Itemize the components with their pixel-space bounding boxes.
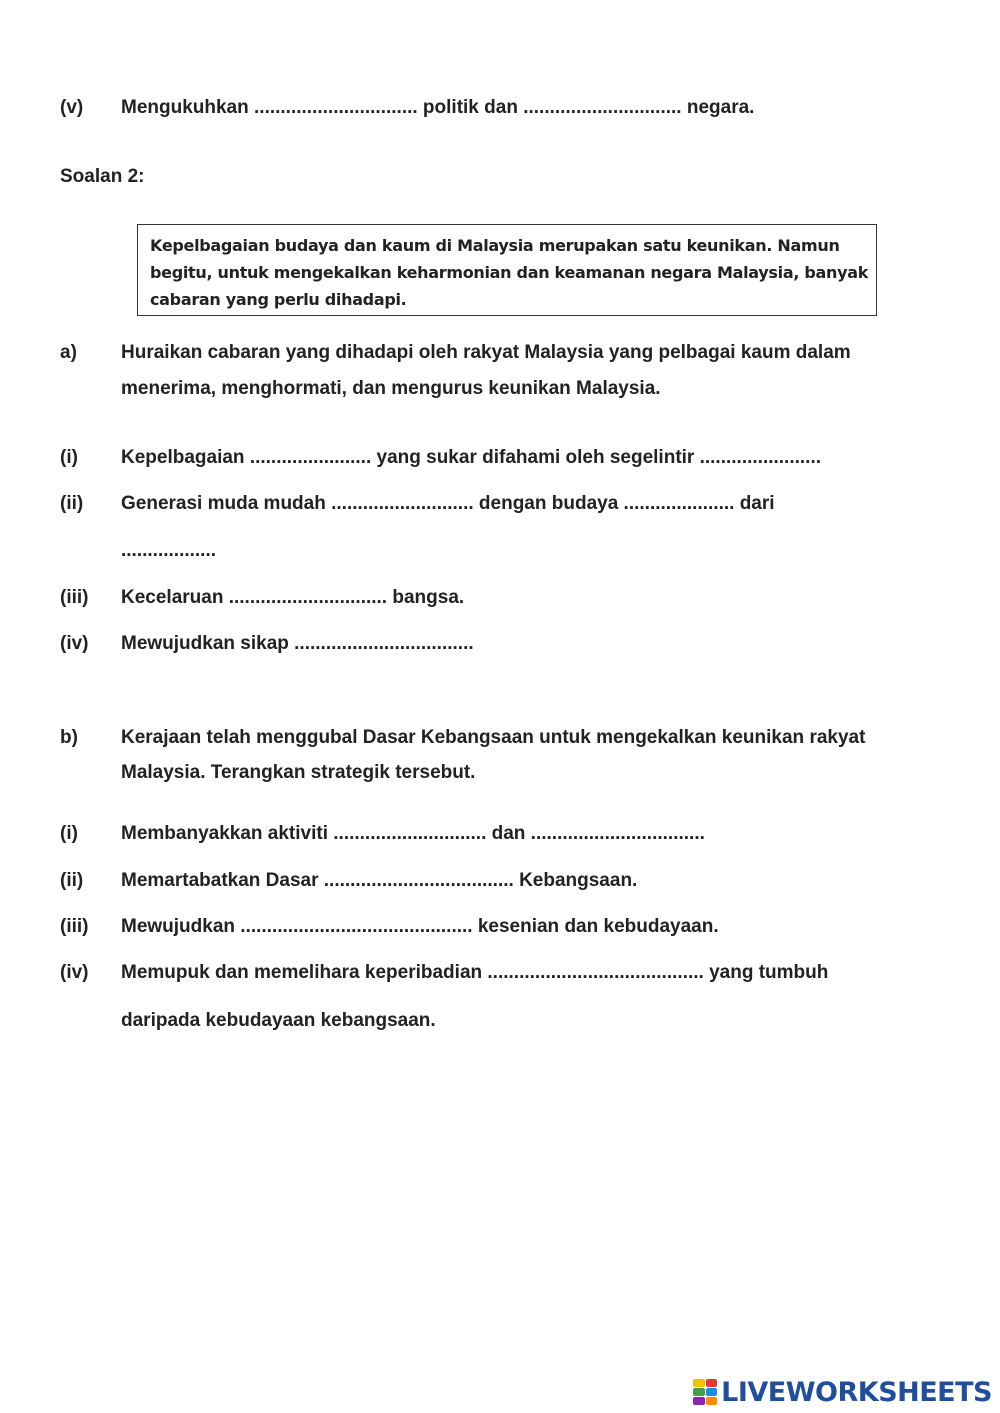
- item-number: (ii): [60, 870, 84, 891]
- context-line: cabaran yang perlu dihadapi.: [150, 290, 407, 309]
- logo-mark-square: [693, 1388, 705, 1396]
- question-text: menerima, menghormati, dan mengurus keunikan Malaysia.: [121, 378, 661, 399]
- item-text: Kepelbagaian ....................... yang sukar difahami oleh segelintir .......................: [121, 447, 822, 468]
- item-number: (ii): [60, 493, 84, 514]
- question-text: Malaysia. Terangkan strategik tersebut.: [121, 762, 476, 783]
- logo-text: LIVEWORKSHEETS: [721, 1376, 992, 1408]
- logo-mark-square: [693, 1379, 705, 1387]
- item-number: (i): [60, 823, 78, 844]
- context-line: begitu, untuk mengekalkan keharmonian dan keamanan negara Malaysia, banyak: [150, 263, 869, 282]
- liveworksheets-logo[interactable]: [693, 1377, 992, 1407]
- context-line: Kepelbagaian budaya dan kaum di Malaysia merupakan satu keunikan. Namun: [150, 236, 840, 255]
- question-text: Kerajaan telah menggubal Dasar Kebangsaan untuk mengekalkan keunikan rakyat: [121, 727, 866, 748]
- item-number: (iii): [60, 916, 89, 937]
- item-number: (i): [60, 447, 78, 468]
- item-text: Generasi muda mudah ........................... dengan budaya ..................... dari: [121, 493, 775, 514]
- item-number: (iii): [60, 587, 89, 608]
- question-text: Huraikan cabaran yang dihadapi oleh rakyat Malaysia yang pelbagai kaum dalam: [121, 342, 851, 363]
- logo-mark-square: [706, 1379, 718, 1387]
- question-label: a): [60, 342, 77, 363]
- context-box: [137, 224, 877, 316]
- soalan-heading: Soalan 2:: [60, 166, 145, 187]
- logo-mark-square: [706, 1397, 718, 1405]
- item-text: Mewujudkan ............................................ kesenian dan kebudayaan.: [121, 916, 719, 937]
- item-text: Kecelaruan .............................. bangsa.: [121, 587, 465, 608]
- item-text: daripada kebudayaan kebangsaan.: [121, 1010, 436, 1031]
- item-number: (v): [60, 97, 84, 118]
- logo-mark-square: [706, 1388, 718, 1396]
- logo-mark-icon: [693, 1379, 717, 1405]
- logo-mark-square: [693, 1397, 705, 1405]
- item-text: Membanyakkan aktiviti ............................. dan .................................: [121, 823, 705, 844]
- item-text: Memartabatkan Dasar .................................... Kebangsaan.: [121, 870, 638, 891]
- item-text: Mengukuhkan ............................... politik dan .............................. negara.: [121, 97, 755, 118]
- item-number: (iv): [60, 962, 89, 983]
- question-label: b): [60, 727, 78, 748]
- item-number: (iv): [60, 633, 89, 654]
- item-text: ..................: [121, 540, 217, 561]
- item-text: Mewujudkan sikap ..................................: [121, 633, 474, 654]
- item-text: Memupuk dan memelihara keperibadian ......................................... yang tumbuh: [121, 962, 829, 983]
